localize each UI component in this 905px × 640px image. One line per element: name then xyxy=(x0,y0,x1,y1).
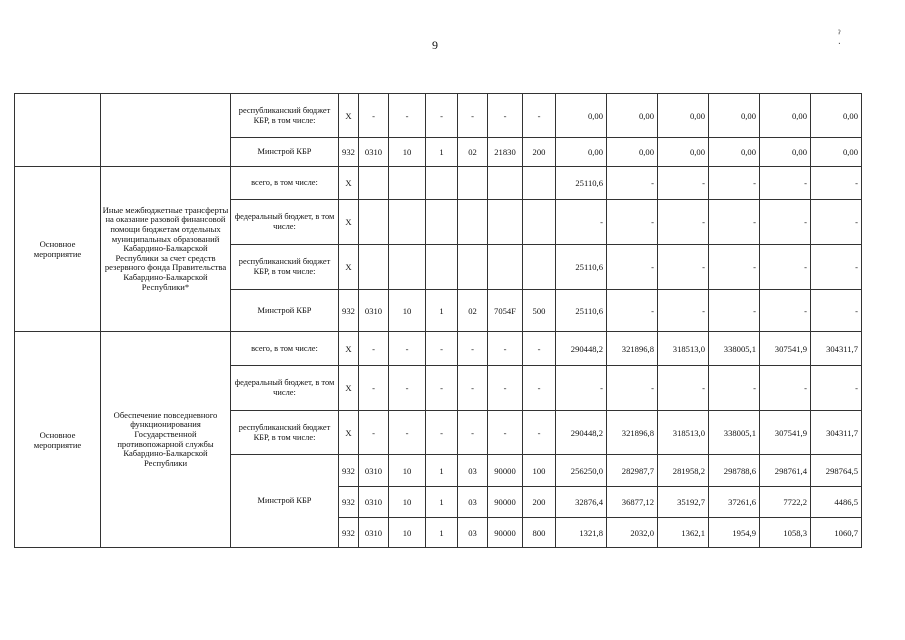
funding-source-cell: Минстрой КБР xyxy=(231,290,339,332)
expense-type-code-cell: 800 xyxy=(523,518,556,548)
amount-cell-1: - xyxy=(556,366,607,411)
amount-cell-3: - xyxy=(658,167,709,200)
section-code-cell: 0310 xyxy=(359,487,389,518)
amount-cell-4: 0,00 xyxy=(709,94,760,138)
expense-type-code-cell xyxy=(523,167,556,200)
amount-cell-5: 0,00 xyxy=(760,138,811,167)
amount-cell-6: 304311,7 xyxy=(811,411,862,455)
grbs-code-cell: X xyxy=(339,332,359,366)
amount-cell-1: 25110,6 xyxy=(556,290,607,332)
direction-code-cell: 90000 xyxy=(488,455,523,487)
expense-type-code-cell: 200 xyxy=(523,138,556,167)
amount-cell-5: - xyxy=(760,200,811,245)
event-code-cell: 03 xyxy=(458,455,488,487)
amount-cell-4: 0,00 xyxy=(709,138,760,167)
subprogram-code-cell: 1 xyxy=(426,290,458,332)
amount-cell-2: - xyxy=(607,167,658,200)
amount-cell-5: 307541,9 xyxy=(760,332,811,366)
amount-cell-6: 0,00 xyxy=(811,138,862,167)
amount-cell-1: 290448,2 xyxy=(556,411,607,455)
target-program-code-cell: - xyxy=(389,94,426,138)
amount-cell-2: 321896,8 xyxy=(607,411,658,455)
funding-source-cell: всего, в том числе: xyxy=(231,167,339,200)
amount-cell-2: 2032,0 xyxy=(607,518,658,548)
page-number: 9 xyxy=(432,38,438,52)
amount-cell-2: - xyxy=(607,245,658,290)
amount-cell-5: 298761,4 xyxy=(760,455,811,487)
amount-cell-1: 0,00 xyxy=(556,94,607,138)
expense-type-code-cell: 500 xyxy=(523,290,556,332)
grbs-code-cell: 932 xyxy=(339,138,359,167)
event-kind-cell: Основное мероприятие xyxy=(15,332,101,548)
grbs-code-cell: X xyxy=(339,94,359,138)
event-kind-cell: Основное мероприятие xyxy=(15,167,101,332)
event-code-cell: 02 xyxy=(458,138,488,167)
amount-cell-1: 25110,6 xyxy=(556,245,607,290)
amount-cell-6: - xyxy=(811,366,862,411)
amount-cell-2: 36877,12 xyxy=(607,487,658,518)
section-code-cell: 0310 xyxy=(359,138,389,167)
subprogram-code-cell: - xyxy=(426,94,458,138)
amount-cell-5: - xyxy=(760,366,811,411)
amount-cell-1: 256250,0 xyxy=(556,455,607,487)
expense-type-code-cell: - xyxy=(523,411,556,455)
amount-cell-6: 298764,5 xyxy=(811,455,862,487)
amount-cell-2: - xyxy=(607,290,658,332)
amount-cell-4: 338005,1 xyxy=(709,411,760,455)
section-code-cell xyxy=(359,167,389,200)
amount-cell-6: 0,00 xyxy=(811,94,862,138)
amount-cell-1: 0,00 xyxy=(556,138,607,167)
amount-cell-1: 32876,4 xyxy=(556,487,607,518)
section-code-cell: - xyxy=(359,332,389,366)
event-description-cell: Иные межбюджетные трансферты на оказание разовой финансовой помощи бюджетам отдельных муниципальных образований Кабардино-Балкарской Республики за счет средств резервного фонда Правительства Кабардино-Балкарской Республики* xyxy=(101,167,231,332)
target-program-code-cell xyxy=(389,167,426,200)
expense-type-code-cell xyxy=(523,200,556,245)
amount-cell-3: 1362,1 xyxy=(658,518,709,548)
target-program-code-cell: 10 xyxy=(389,518,426,548)
funding-source-cell: республиканский бюджет КБР, в том числе: xyxy=(231,245,339,290)
event-code-cell: - xyxy=(458,332,488,366)
amount-cell-4: - xyxy=(709,366,760,411)
subprogram-code-cell: - xyxy=(426,332,458,366)
amount-cell-4: 1954,9 xyxy=(709,518,760,548)
target-program-code-cell: - xyxy=(389,366,426,411)
grbs-code-cell: X xyxy=(339,411,359,455)
section-code-cell: 0310 xyxy=(359,290,389,332)
direction-code-cell: - xyxy=(488,332,523,366)
corner-marks: ˀ ˑ xyxy=(838,29,867,51)
amount-cell-4: - xyxy=(709,167,760,200)
amount-cell-6: 1060,7 xyxy=(811,518,862,548)
amount-cell-5: - xyxy=(760,167,811,200)
amount-cell-2: 282987,7 xyxy=(607,455,658,487)
amount-cell-6: - xyxy=(811,200,862,245)
amount-cell-4: - xyxy=(709,290,760,332)
event-code-cell xyxy=(458,245,488,290)
direction-code-cell: 90000 xyxy=(488,518,523,548)
event-code-cell: - xyxy=(458,366,488,411)
amount-cell-3: - xyxy=(658,245,709,290)
direction-code-cell: - xyxy=(488,366,523,411)
section-code-cell xyxy=(359,200,389,245)
expense-type-code-cell xyxy=(523,245,556,290)
amount-cell-6: - xyxy=(811,290,862,332)
amount-cell-3: 0,00 xyxy=(658,94,709,138)
direction-code-cell: 21830 xyxy=(488,138,523,167)
amount-cell-4: 298788,6 xyxy=(709,455,760,487)
amount-cell-3: 0,00 xyxy=(658,138,709,167)
amount-cell-3: - xyxy=(658,290,709,332)
grbs-code-cell: X xyxy=(339,245,359,290)
funding-source-cell: Минстрой КБР xyxy=(231,138,339,167)
amount-cell-4: 338005,1 xyxy=(709,332,760,366)
funding-source-cell: Минстрой КБР xyxy=(231,455,339,548)
subprogram-code-cell: 1 xyxy=(426,455,458,487)
event-code-cell: - xyxy=(458,94,488,138)
target-program-code-cell: - xyxy=(389,411,426,455)
funding-source-cell: республиканский бюджет КБР, в том числе: xyxy=(231,411,339,455)
direction-code-cell: 90000 xyxy=(488,487,523,518)
amount-cell-3: - xyxy=(658,200,709,245)
funding-source-cell: федеральный бюджет, в том числе: xyxy=(231,200,339,245)
amount-cell-3: 318513,0 xyxy=(658,332,709,366)
event-code-cell: 03 xyxy=(458,487,488,518)
grbs-code-cell: X xyxy=(339,366,359,411)
amount-cell-5: 0,00 xyxy=(760,94,811,138)
event-description-cell xyxy=(101,94,231,167)
grbs-code-cell: X xyxy=(339,200,359,245)
section-code-cell: - xyxy=(359,366,389,411)
amount-cell-3: - xyxy=(658,366,709,411)
table-row xyxy=(15,332,862,366)
subprogram-code-cell xyxy=(426,245,458,290)
amount-cell-2: 0,00 xyxy=(607,138,658,167)
amount-cell-1: - xyxy=(556,200,607,245)
expense-type-code-cell: - xyxy=(523,366,556,411)
table-row xyxy=(15,94,862,138)
budget-table xyxy=(14,93,862,548)
target-program-code-cell: 10 xyxy=(389,138,426,167)
subprogram-code-cell: - xyxy=(426,411,458,455)
subprogram-code-cell: 1 xyxy=(426,518,458,548)
event-code-cell: 03 xyxy=(458,518,488,548)
expense-type-code-cell: 100 xyxy=(523,455,556,487)
funding-source-cell: федеральный бюджет, в том числе: xyxy=(231,366,339,411)
amount-cell-4: - xyxy=(709,200,760,245)
subprogram-code-cell xyxy=(426,167,458,200)
direction-code-cell: - xyxy=(488,411,523,455)
subprogram-code-cell: 1 xyxy=(426,487,458,518)
section-code-cell xyxy=(359,245,389,290)
grbs-code-cell: 932 xyxy=(339,455,359,487)
subprogram-code-cell xyxy=(426,200,458,245)
expense-type-code-cell: - xyxy=(523,332,556,366)
amount-cell-6: - xyxy=(811,167,862,200)
event-code-cell xyxy=(458,167,488,200)
section-code-cell: - xyxy=(359,94,389,138)
amount-cell-6: 4486,5 xyxy=(811,487,862,518)
amount-cell-5: - xyxy=(760,290,811,332)
grbs-code-cell: X xyxy=(339,167,359,200)
amount-cell-1: 290448,2 xyxy=(556,332,607,366)
target-program-code-cell: 10 xyxy=(389,455,426,487)
subprogram-code-cell: - xyxy=(426,366,458,411)
amount-cell-6: 304311,7 xyxy=(811,332,862,366)
event-code-cell xyxy=(458,200,488,245)
amount-cell-5: 7722,2 xyxy=(760,487,811,518)
amount-cell-5: - xyxy=(760,245,811,290)
direction-code-cell xyxy=(488,167,523,200)
section-code-cell: 0310 xyxy=(359,518,389,548)
amount-cell-3: 318513,0 xyxy=(658,411,709,455)
target-program-code-cell xyxy=(389,245,426,290)
target-program-code-cell xyxy=(389,200,426,245)
amount-cell-1: 25110,6 xyxy=(556,167,607,200)
target-program-code-cell: - xyxy=(389,332,426,366)
direction-code-cell: 7054F xyxy=(488,290,523,332)
subprogram-code-cell: 1 xyxy=(426,138,458,167)
grbs-code-cell: 932 xyxy=(339,290,359,332)
funding-source-cell: республиканский бюджет КБР, в том числе: xyxy=(231,94,339,138)
section-code-cell: - xyxy=(359,411,389,455)
amount-cell-4: 37261,6 xyxy=(709,487,760,518)
target-program-code-cell: 10 xyxy=(389,290,426,332)
amount-cell-2: - xyxy=(607,200,658,245)
amount-cell-1: 1321,8 xyxy=(556,518,607,548)
grbs-code-cell: 932 xyxy=(339,487,359,518)
section-code-cell: 0310 xyxy=(359,455,389,487)
target-program-code-cell: 10 xyxy=(389,487,426,518)
amount-cell-3: 281958,2 xyxy=(658,455,709,487)
direction-code-cell: - xyxy=(488,94,523,138)
amount-cell-2: 321896,8 xyxy=(607,332,658,366)
amount-cell-3: 35192,7 xyxy=(658,487,709,518)
direction-code-cell xyxy=(488,200,523,245)
amount-cell-2: 0,00 xyxy=(607,94,658,138)
amount-cell-5: 307541,9 xyxy=(760,411,811,455)
grbs-code-cell: 932 xyxy=(339,518,359,548)
event-description-cell: Обеспечение повседневного функционирования Государственной противопожарной службы Кабардино-Балкарской Республики xyxy=(101,332,231,548)
expense-type-code-cell: 200 xyxy=(523,487,556,518)
event-kind-cell xyxy=(15,94,101,167)
direction-code-cell xyxy=(488,245,523,290)
amount-cell-2: - xyxy=(607,366,658,411)
amount-cell-6: - xyxy=(811,245,862,290)
expense-type-code-cell: - xyxy=(523,94,556,138)
amount-cell-5: 1058,3 xyxy=(760,518,811,548)
amount-cell-4: - xyxy=(709,245,760,290)
event-code-cell: 02 xyxy=(458,290,488,332)
event-code-cell: - xyxy=(458,411,488,455)
funding-source-cell: всего, в том числе: xyxy=(231,332,339,366)
table-row xyxy=(15,167,862,200)
